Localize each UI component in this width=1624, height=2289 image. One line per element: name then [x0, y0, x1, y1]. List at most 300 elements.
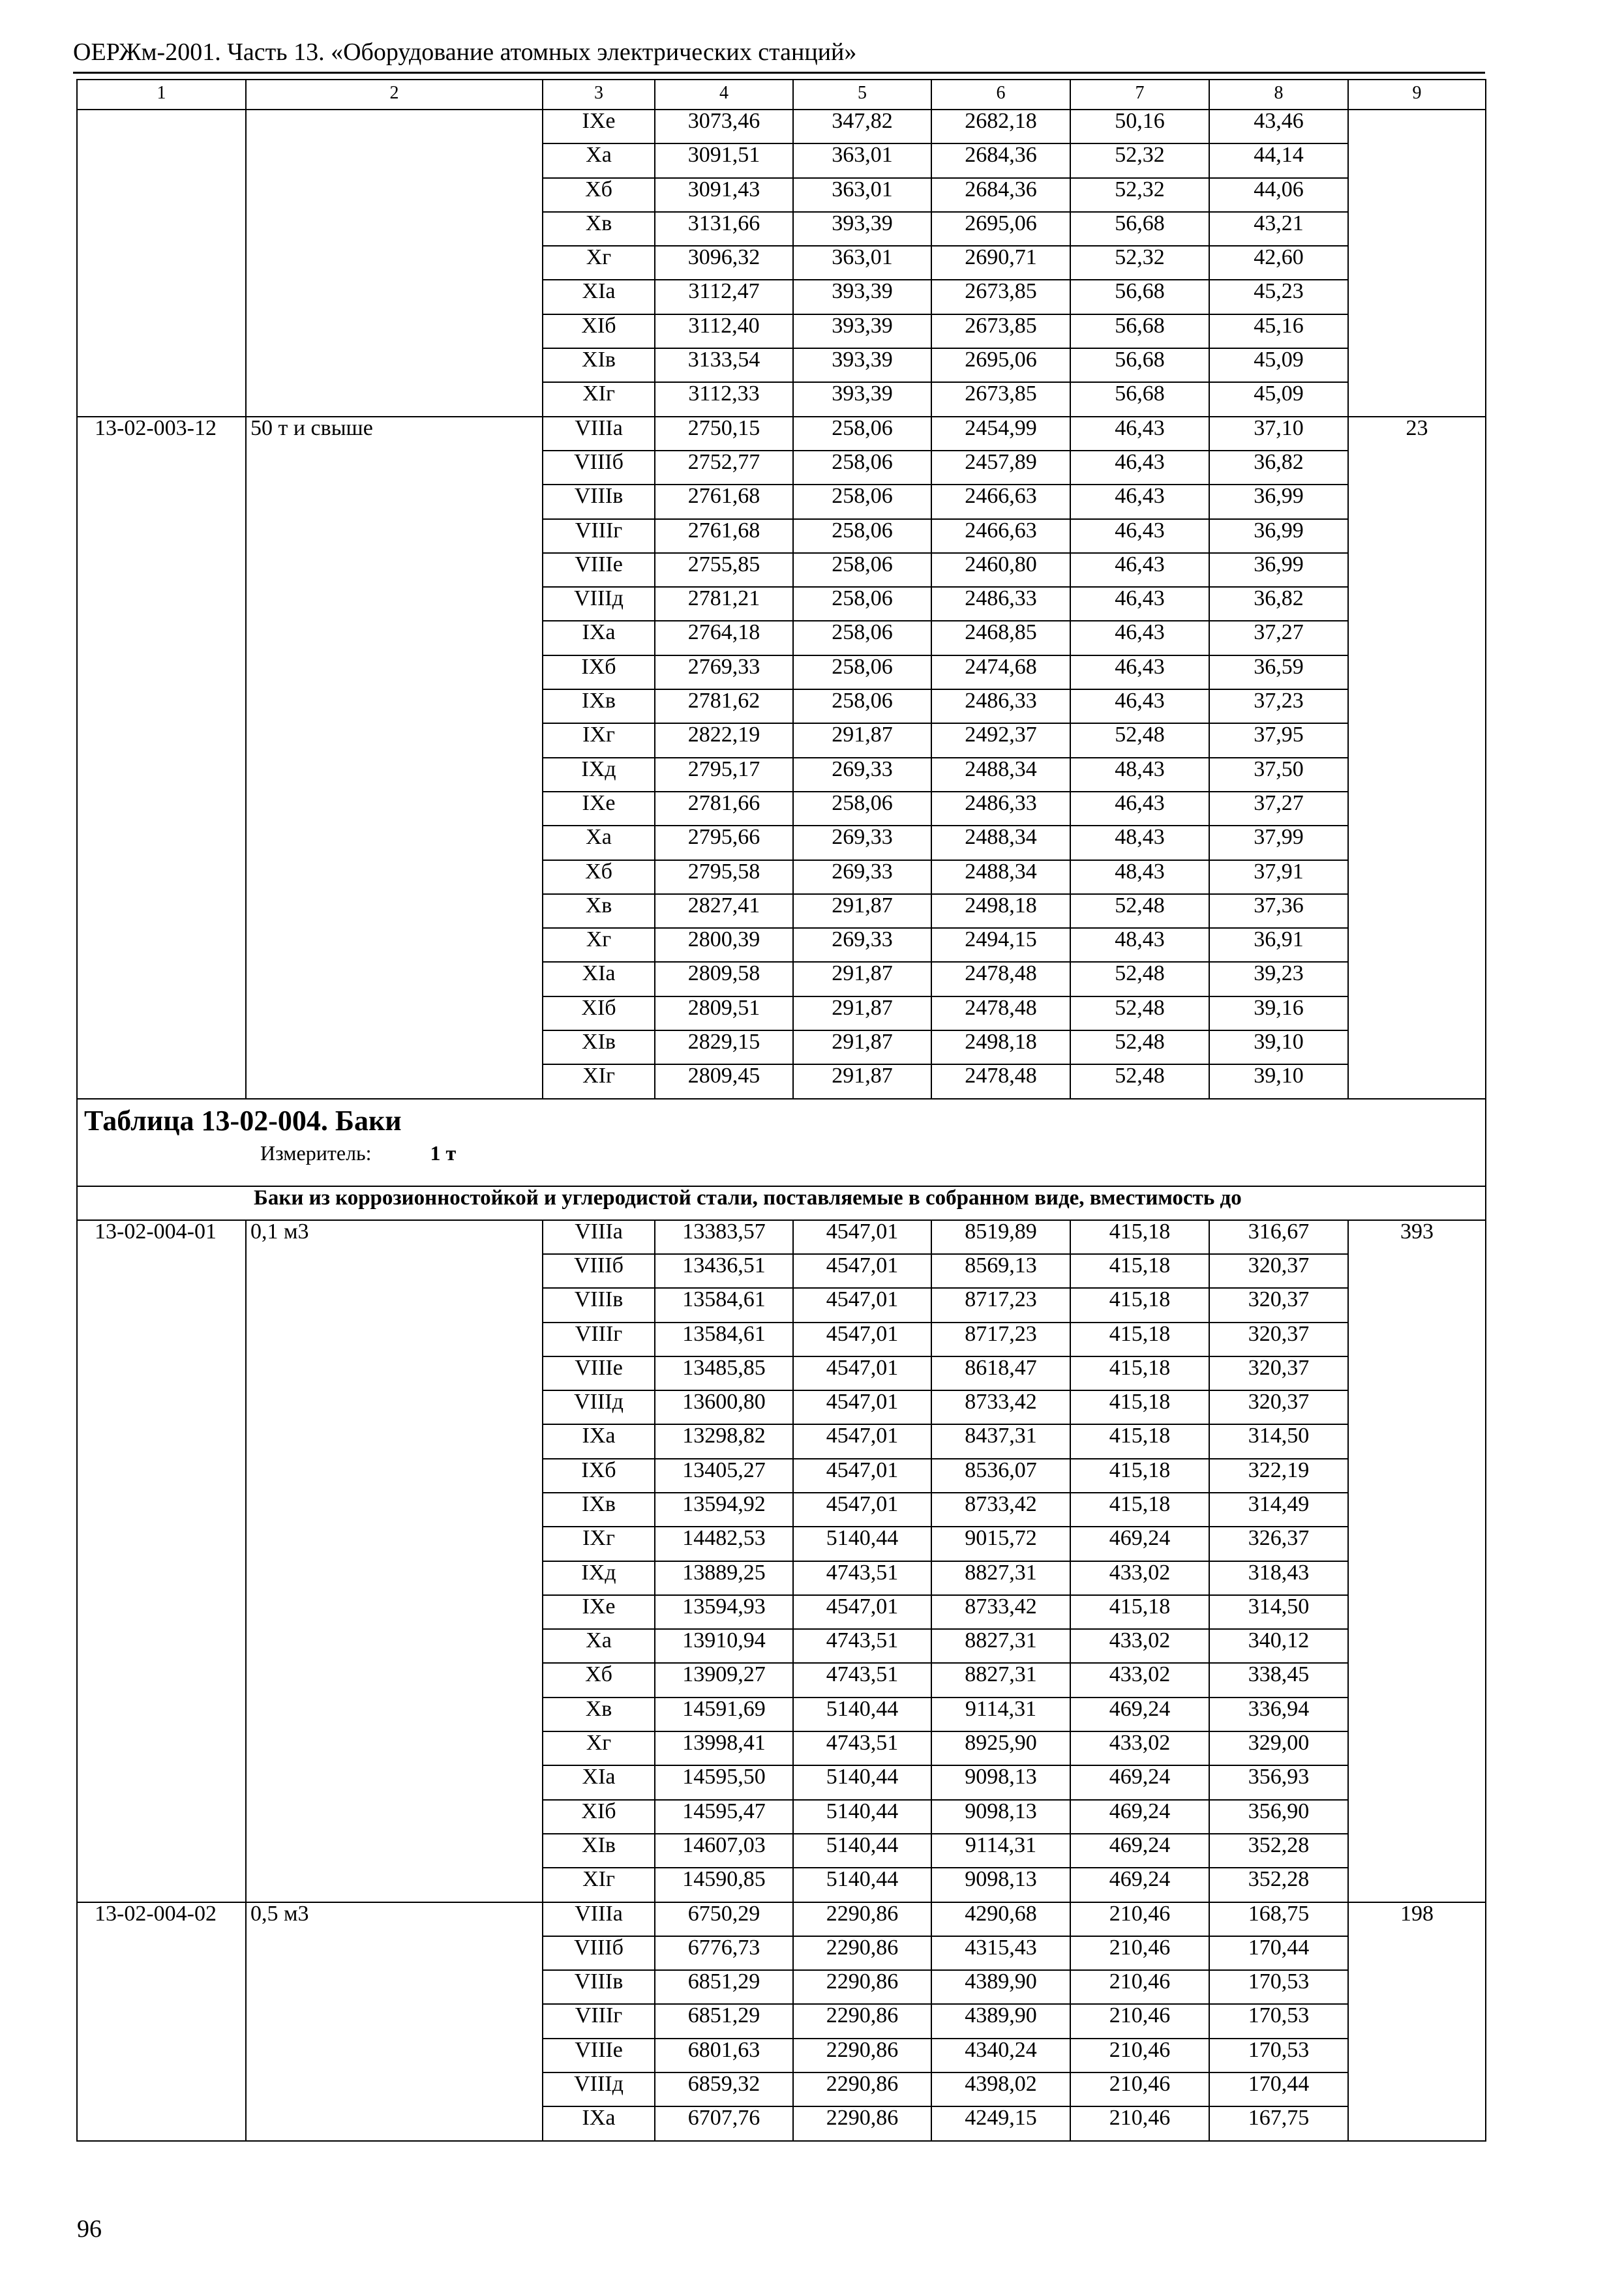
price-cell: 13584,61	[655, 1323, 793, 1356]
zone-code: Xг	[543, 928, 655, 962]
zone-code: XIв	[543, 1030, 655, 1064]
price-cell: 2809,58	[655, 962, 793, 996]
price-cell: 8717,23	[931, 1323, 1070, 1356]
price-cell: 39,10	[1209, 1030, 1348, 1064]
price-cell: 13910,94	[655, 1629, 793, 1663]
price-cell: 326,37	[1209, 1527, 1348, 1561]
column-number: 7	[1070, 80, 1209, 110]
price-cell: 2684,36	[931, 143, 1070, 177]
price-cell: 258,06	[793, 621, 931, 655]
meter-label: Измеритель:	[260, 1141, 372, 1165]
price-cell: 2498,18	[931, 894, 1070, 928]
rate-code	[77, 110, 246, 417]
price-cell: 2488,34	[931, 826, 1070, 860]
zone-code: VIIIa	[543, 1220, 655, 1254]
price-cell: 46,43	[1070, 485, 1209, 518]
price-cell: 415,18	[1070, 1424, 1209, 1458]
price-cell: 52,48	[1070, 1064, 1209, 1098]
price-cell: 3091,43	[655, 178, 793, 212]
price-cell: 415,18	[1070, 1288, 1209, 1322]
price-cell: 39,16	[1209, 996, 1348, 1030]
price-cell: 2795,58	[655, 860, 793, 894]
price-cell: 393,39	[793, 314, 931, 348]
price-cell: 4389,90	[931, 2004, 1070, 2038]
price-cell: 2829,15	[655, 1030, 793, 1064]
zone-code: XIг	[543, 382, 655, 416]
price-cell: 39,23	[1209, 962, 1348, 996]
price-cell: 13436,51	[655, 1254, 793, 1288]
price-cell: 56,68	[1070, 382, 1209, 416]
price-cell: 291,87	[793, 1030, 931, 1064]
price-cell: 210,46	[1070, 2072, 1209, 2106]
price-cell: 56,68	[1070, 280, 1209, 314]
price-cell: 8827,31	[931, 1663, 1070, 1697]
zone-code: XIб	[543, 314, 655, 348]
table-row	[77, 417, 1486, 451]
price-cell: 37,95	[1209, 723, 1348, 757]
price-cell: 2474,68	[931, 655, 1070, 689]
price-cell: 36,82	[1209, 451, 1348, 485]
price-cell: 13594,93	[655, 1595, 793, 1629]
price-cell: 4547,01	[793, 1493, 931, 1527]
zone-code: Xв	[543, 894, 655, 928]
price-cell: 56,68	[1070, 348, 1209, 382]
price-cell: 46,43	[1070, 621, 1209, 655]
price-cell: 258,06	[793, 587, 931, 621]
price-cell: 46,43	[1070, 451, 1209, 485]
zone-code: IXд	[543, 1561, 655, 1595]
price-cell: 52,48	[1070, 996, 1209, 1030]
price-cell: 9098,13	[931, 1765, 1070, 1799]
price-cell: 9015,72	[931, 1527, 1070, 1561]
zone-code: Xг	[543, 246, 655, 280]
price-cell: 8827,31	[931, 1561, 1070, 1595]
price-cell: 170,53	[1209, 2039, 1348, 2072]
price-cell: 258,06	[793, 689, 931, 723]
zone-code: XIв	[543, 1834, 655, 1868]
price-cell: 3133,54	[655, 348, 793, 382]
price-cell: 210,46	[1070, 1902, 1209, 1936]
column-number: 3	[543, 80, 655, 110]
price-cell: 4389,90	[931, 1970, 1070, 2004]
col9-value: 23	[1348, 417, 1486, 1099]
price-cell: 14591,69	[655, 1698, 793, 1731]
price-cell: 36,91	[1209, 928, 1348, 962]
price-cell: 14595,47	[655, 1800, 793, 1834]
price-cell: 4398,02	[931, 2072, 1070, 2106]
price-cell: 2764,18	[655, 621, 793, 655]
price-cell: 4743,51	[793, 1629, 931, 1663]
zone-code: XIa	[543, 1765, 655, 1799]
price-cell: 3096,32	[655, 246, 793, 280]
price-cell: 52,48	[1070, 894, 1209, 928]
rate-name	[246, 110, 543, 417]
price-cell: 258,06	[793, 519, 931, 553]
price-cell: 9098,13	[931, 1868, 1070, 1902]
price-cell: 2761,68	[655, 519, 793, 553]
meter-line	[84, 1139, 1479, 1167]
price-cell: 469,24	[1070, 1834, 1209, 1868]
price-cell: 14607,03	[655, 1834, 793, 1868]
price-cell: 469,24	[1070, 1800, 1209, 1834]
price-cell: 48,43	[1070, 826, 1209, 860]
zone-code: VIIIa	[543, 1902, 655, 1936]
zone-code: Xa	[543, 826, 655, 860]
price-cell: 8717,23	[931, 1288, 1070, 1322]
price-cell: 5140,44	[793, 1800, 931, 1834]
column-number: 8	[1209, 80, 1348, 110]
price-cell: 258,06	[793, 485, 931, 518]
price-cell: 3131,66	[655, 212, 793, 246]
price-cell: 46,43	[1070, 689, 1209, 723]
price-cell: 2478,48	[931, 996, 1070, 1030]
table-subtitle: Баки из коррозионностойкой и углеродистой стали, поставляемые в собранном виде, вместимость до	[77, 1186, 1486, 1220]
column-number: 4	[655, 80, 793, 110]
price-cell: 2755,85	[655, 553, 793, 587]
price-cell: 5140,44	[793, 1834, 931, 1868]
price-cell: 8733,42	[931, 1493, 1070, 1527]
price-cell: 2695,06	[931, 212, 1070, 246]
price-cell: 2486,33	[931, 689, 1070, 723]
rate-name: 0,1 м3	[246, 1220, 543, 1902]
zone-code: VIIIг	[543, 1323, 655, 1356]
price-cell: 8437,31	[931, 1424, 1070, 1458]
table-row	[77, 1902, 1486, 1936]
price-cell: 5140,44	[793, 1868, 931, 1902]
price-cell: 363,01	[793, 178, 931, 212]
price-cell: 9114,31	[931, 1698, 1070, 1731]
price-cell: 2684,36	[931, 178, 1070, 212]
price-cell: 56,68	[1070, 212, 1209, 246]
price-cell: 269,33	[793, 860, 931, 894]
price-cell: 320,37	[1209, 1390, 1348, 1424]
price-cell: 52,48	[1070, 962, 1209, 996]
price-cell: 2478,48	[931, 962, 1070, 996]
price-cell: 4547,01	[793, 1323, 931, 1356]
price-cell: 415,18	[1070, 1323, 1209, 1356]
zone-code: IXa	[543, 621, 655, 655]
zone-code: IXa	[543, 1424, 655, 1458]
price-cell: 6851,29	[655, 2004, 793, 2038]
price-cell: 2809,45	[655, 1064, 793, 1098]
price-cell: 3091,51	[655, 143, 793, 177]
zone-code: IXб	[543, 655, 655, 689]
price-cell: 320,37	[1209, 1356, 1348, 1390]
col9-value: 198	[1348, 1902, 1486, 2141]
price-cell: 2752,77	[655, 451, 793, 485]
table-caption-row	[77, 1099, 1486, 1186]
zone-code: VIIIб	[543, 451, 655, 485]
price-cell: 316,67	[1209, 1220, 1348, 1254]
price-cell: 44,06	[1209, 178, 1348, 212]
price-cell: 320,37	[1209, 1254, 1348, 1288]
zone-code: IXe	[543, 792, 655, 826]
price-cell: 393,39	[793, 382, 931, 416]
price-cell: 46,43	[1070, 519, 1209, 553]
price-cell: 14595,50	[655, 1765, 793, 1799]
price-cell: 4743,51	[793, 1561, 931, 1595]
price-cell: 2290,86	[793, 2072, 931, 2106]
price-cell: 314,50	[1209, 1595, 1348, 1629]
page-header-title: ОЕРЖм-2001. Часть 13. «Оборудование атомных электрических станций»	[73, 38, 857, 66]
price-cell: 170,53	[1209, 2004, 1348, 2038]
column-number: 5	[793, 80, 931, 110]
price-cell: 43,21	[1209, 212, 1348, 246]
price-cell: 2486,33	[931, 792, 1070, 826]
price-cell: 42,60	[1209, 246, 1348, 280]
price-cell: 393,39	[793, 348, 931, 382]
price-cell: 168,75	[1209, 1902, 1348, 1936]
header-divider	[73, 72, 1485, 74]
price-cell: 258,06	[793, 553, 931, 587]
zone-code: VIIIв	[543, 1970, 655, 2004]
price-cell: 356,90	[1209, 1800, 1348, 1834]
price-cell: 210,46	[1070, 2039, 1209, 2072]
zone-code: VIIIд	[543, 1390, 655, 1424]
price-cell: 52,32	[1070, 246, 1209, 280]
price-cell: 2466,63	[931, 519, 1070, 553]
price-cell: 2460,80	[931, 553, 1070, 587]
price-cell: 2488,34	[931, 758, 1070, 792]
price-cell: 433,02	[1070, 1561, 1209, 1595]
price-cell: 322,19	[1209, 1459, 1348, 1493]
price-cell: 415,18	[1070, 1595, 1209, 1629]
price-cell: 433,02	[1070, 1629, 1209, 1663]
price-cell: 167,75	[1209, 2106, 1348, 2140]
price-cell: 2827,41	[655, 894, 793, 928]
zone-code: VIIIд	[543, 2072, 655, 2106]
zone-code: XIв	[543, 348, 655, 382]
price-cell: 2690,71	[931, 246, 1070, 280]
price-cell: 13909,27	[655, 1663, 793, 1697]
price-cell: 13584,61	[655, 1288, 793, 1322]
price-cell: 37,99	[1209, 826, 1348, 860]
price-cell: 2781,62	[655, 689, 793, 723]
meter-value: 1 т	[430, 1141, 457, 1165]
price-cell: 2290,86	[793, 2106, 931, 2140]
zone-code: VIIIб	[543, 1254, 655, 1288]
price-cell: 9114,31	[931, 1834, 1070, 1868]
price-cell: 352,28	[1209, 1834, 1348, 1868]
zone-code: VIIIв	[543, 1288, 655, 1322]
price-cell: 3112,33	[655, 382, 793, 416]
price-cell: 45,09	[1209, 382, 1348, 416]
price-cell: 4547,01	[793, 1390, 931, 1424]
price-cell: 6851,29	[655, 1970, 793, 2004]
price-cell: 2494,15	[931, 928, 1070, 962]
page-number: 96	[77, 2215, 102, 2243]
price-cell: 415,18	[1070, 1493, 1209, 1527]
price-cell: 14482,53	[655, 1527, 793, 1561]
price-cell: 4547,01	[793, 1220, 931, 1254]
zone-code: Xв	[543, 1698, 655, 1731]
price-cell: 8733,42	[931, 1390, 1070, 1424]
price-cell: 8925,90	[931, 1731, 1070, 1765]
price-cell: 2454,99	[931, 417, 1070, 451]
price-cell: 210,46	[1070, 1936, 1209, 1970]
price-cell: 44,14	[1209, 143, 1348, 177]
price-cell: 2673,85	[931, 314, 1070, 348]
price-cell: 37,23	[1209, 689, 1348, 723]
column-number: 2	[246, 80, 543, 110]
price-cell: 291,87	[793, 1064, 931, 1098]
price-cell: 36,82	[1209, 587, 1348, 621]
price-cell: 2290,86	[793, 1936, 931, 1970]
price-cell: 320,37	[1209, 1323, 1348, 1356]
price-cell: 48,43	[1070, 860, 1209, 894]
price-cell: 13485,85	[655, 1356, 793, 1390]
table-subtitle-row	[77, 1186, 1486, 1220]
price-cell: 433,02	[1070, 1731, 1209, 1765]
price-cell: 4315,43	[931, 1936, 1070, 1970]
table-title: Таблица 13-02-004. Баки	[84, 1104, 402, 1137]
price-cell: 415,18	[1070, 1220, 1209, 1254]
price-cell: 13383,57	[655, 1220, 793, 1254]
price-cell: 6859,32	[655, 2072, 793, 2106]
price-cell: 36,59	[1209, 655, 1348, 689]
price-cell: 37,91	[1209, 860, 1348, 894]
price-cell: 210,46	[1070, 2004, 1209, 2038]
price-cell: 363,01	[793, 143, 931, 177]
price-cell: 46,43	[1070, 553, 1209, 587]
zone-code: XIa	[543, 280, 655, 314]
price-cell: 46,43	[1070, 587, 1209, 621]
price-cell: 52,48	[1070, 1030, 1209, 1064]
price-cell: 45,09	[1209, 348, 1348, 382]
price-cell: 469,24	[1070, 1868, 1209, 1902]
price-cell: 8519,89	[931, 1220, 1070, 1254]
price-cell: 2795,66	[655, 826, 793, 860]
price-cell: 258,06	[793, 655, 931, 689]
zone-code: Xг	[543, 1731, 655, 1765]
price-cell: 314,50	[1209, 1424, 1348, 1458]
zone-code: Xa	[543, 143, 655, 177]
rate-code: 13-02-004-01	[77, 1220, 246, 1902]
price-cell: 258,06	[793, 451, 931, 485]
price-cell: 6776,73	[655, 1936, 793, 1970]
zone-code: IXб	[543, 1459, 655, 1493]
price-cell: 2695,06	[931, 348, 1070, 382]
price-cell: 2492,37	[931, 723, 1070, 757]
price-cell: 36,99	[1209, 519, 1348, 553]
price-cell: 4290,68	[931, 1902, 1070, 1936]
price-cell: 2457,89	[931, 451, 1070, 485]
price-cell: 8536,07	[931, 1459, 1070, 1493]
price-cell: 14590,85	[655, 1868, 793, 1902]
price-cell: 36,99	[1209, 485, 1348, 518]
price-cell: 2290,86	[793, 1970, 931, 2004]
table-row	[77, 1220, 1486, 1254]
zone-code: Xa	[543, 1629, 655, 1663]
price-cell: 2822,19	[655, 723, 793, 757]
price-cell: 4340,24	[931, 2039, 1070, 2072]
zone-code: XIг	[543, 1868, 655, 1902]
price-cell: 5140,44	[793, 1698, 931, 1731]
price-cell: 2750,15	[655, 417, 793, 451]
price-cell: 2498,18	[931, 1030, 1070, 1064]
price-cell: 2290,86	[793, 1902, 931, 1936]
price-cell: 8733,42	[931, 1595, 1070, 1629]
price-cell: 48,43	[1070, 758, 1209, 792]
price-cell: 37,27	[1209, 792, 1348, 826]
price-cell: 39,10	[1209, 1064, 1348, 1098]
price-cell: 8618,47	[931, 1356, 1070, 1390]
price-cell: 37,10	[1209, 417, 1348, 451]
price-cell: 4547,01	[793, 1595, 931, 1629]
price-cell: 2478,48	[931, 1064, 1070, 1098]
price-cell: 2781,66	[655, 792, 793, 826]
price-cell: 6801,63	[655, 2039, 793, 2072]
price-cell: 9098,13	[931, 1800, 1070, 1834]
price-cell: 415,18	[1070, 1390, 1209, 1424]
price-cell: 8569,13	[931, 1254, 1070, 1288]
zone-code: VIIIг	[543, 519, 655, 553]
rate-name: 0,5 м3	[246, 1902, 543, 2141]
price-cell: 2290,86	[793, 2039, 931, 2072]
price-cell: 5140,44	[793, 1527, 931, 1561]
price-cell: 6707,76	[655, 2106, 793, 2140]
price-cell: 45,23	[1209, 280, 1348, 314]
price-cell: 2809,51	[655, 996, 793, 1030]
price-cell: 37,27	[1209, 621, 1348, 655]
price-cell: 4547,01	[793, 1424, 931, 1458]
zone-code: XIa	[543, 962, 655, 996]
price-cell: 48,43	[1070, 928, 1209, 962]
zone-code: IXд	[543, 758, 655, 792]
zone-code: VIIIa	[543, 417, 655, 451]
rate-code: 13-02-003-12	[77, 417, 246, 1099]
price-cell: 210,46	[1070, 2106, 1209, 2140]
rate-code: 13-02-004-02	[77, 1902, 246, 2141]
price-cell: 52,32	[1070, 143, 1209, 177]
price-cell: 13889,25	[655, 1561, 793, 1595]
price-cell: 52,32	[1070, 178, 1209, 212]
table-caption	[77, 1099, 1486, 1186]
price-cell: 4547,01	[793, 1356, 931, 1390]
column-number: 6	[931, 80, 1070, 110]
zone-code: XIб	[543, 996, 655, 1030]
price-cell: 356,93	[1209, 1765, 1348, 1799]
zone-code: VIIIe	[543, 2039, 655, 2072]
price-cell: 269,33	[793, 928, 931, 962]
column-number: 9	[1348, 80, 1486, 110]
zone-code: IXe	[543, 110, 655, 143]
price-cell: 415,18	[1070, 1459, 1209, 1493]
price-cell: 2486,33	[931, 587, 1070, 621]
price-cell: 469,24	[1070, 1698, 1209, 1731]
zone-code: VIIIб	[543, 1936, 655, 1970]
price-cell: 2761,68	[655, 485, 793, 518]
price-cell: 2800,39	[655, 928, 793, 962]
price-cell: 415,18	[1070, 1254, 1209, 1288]
price-cell: 393,39	[793, 212, 931, 246]
price-cell: 50,16	[1070, 110, 1209, 143]
price-cell: 4743,51	[793, 1731, 931, 1765]
price-cell: 210,46	[1070, 1970, 1209, 2004]
price-cell: 291,87	[793, 962, 931, 996]
price-cell: 433,02	[1070, 1663, 1209, 1697]
zone-code: Xв	[543, 212, 655, 246]
price-cell: 45,16	[1209, 314, 1348, 348]
price-cell: 291,87	[793, 723, 931, 757]
zone-code: IXв	[543, 1493, 655, 1527]
price-cell: 8827,31	[931, 1629, 1070, 1663]
price-cell: 56,68	[1070, 314, 1209, 348]
price-cell: 329,00	[1209, 1731, 1348, 1765]
price-cell: 2673,85	[931, 280, 1070, 314]
zone-code: IXв	[543, 689, 655, 723]
price-cell: 258,06	[793, 792, 931, 826]
